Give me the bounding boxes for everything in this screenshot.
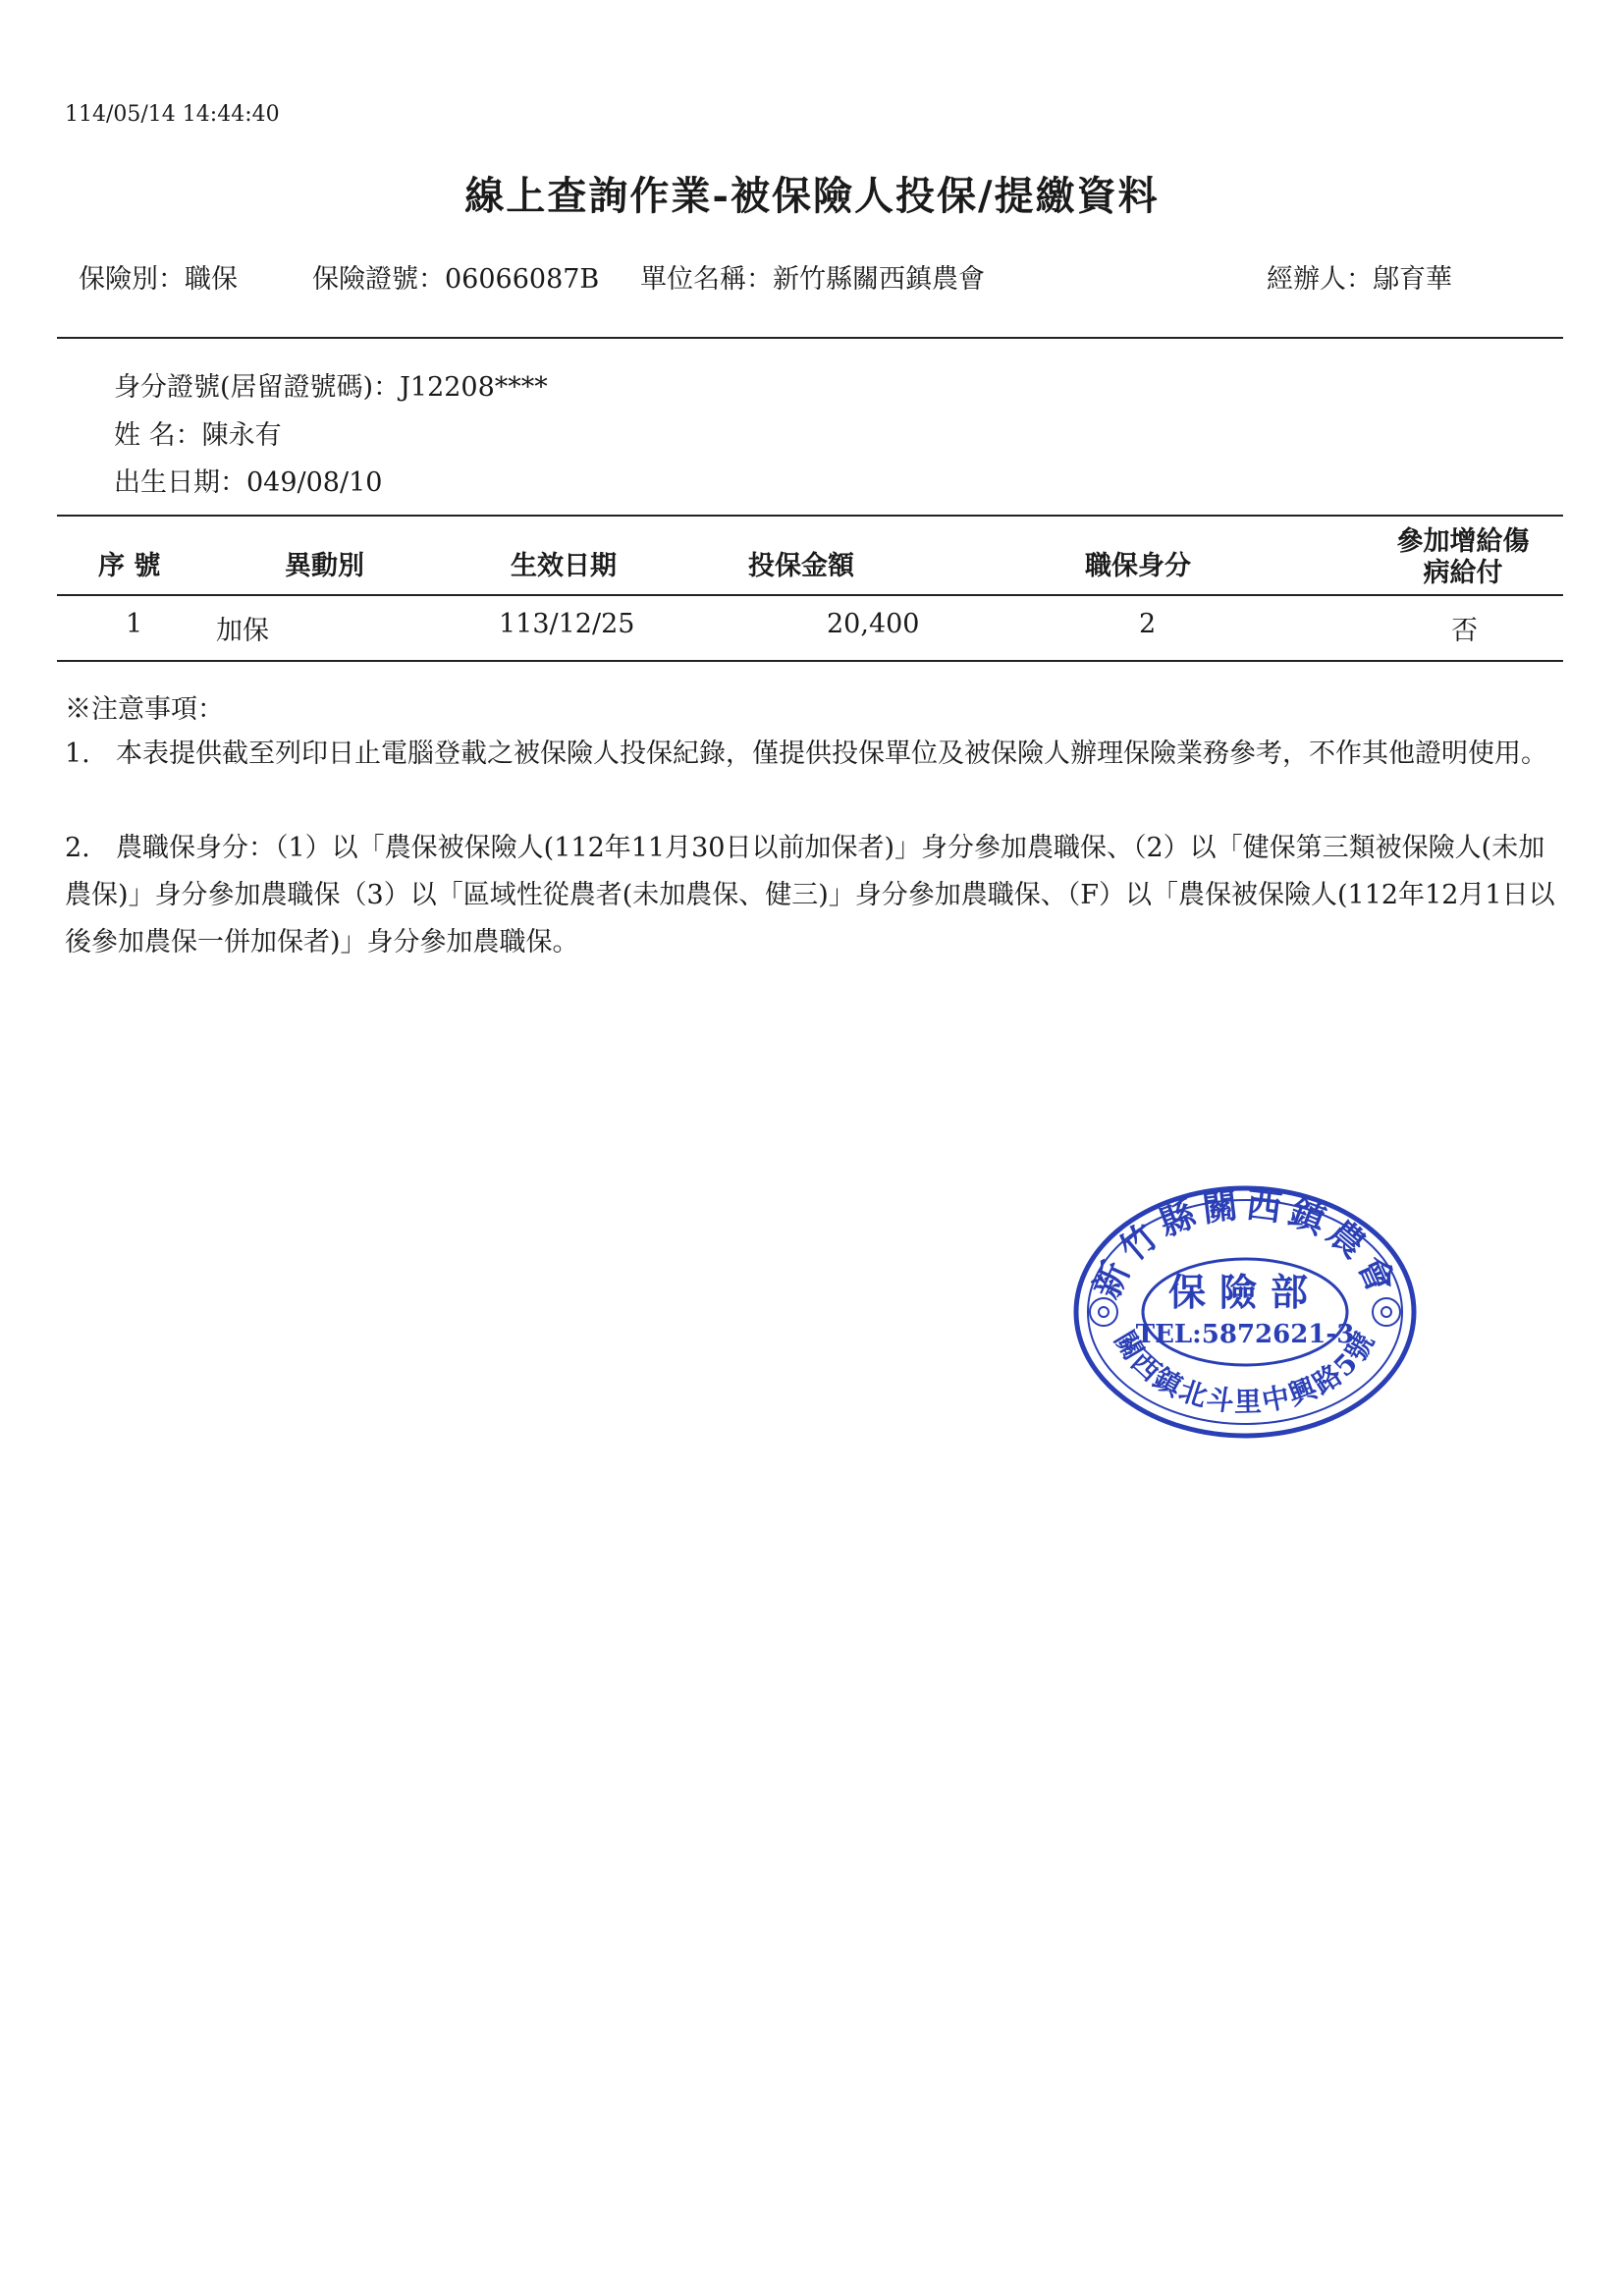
row-extra-sickness-benefit: 否 bbox=[1451, 616, 1478, 646]
divider bbox=[57, 337, 1563, 339]
note-number: 1. bbox=[65, 738, 90, 769]
stamp-top-text: 新竹縣關西鎮農會 bbox=[1085, 1183, 1405, 1305]
table-header-border bbox=[57, 594, 1563, 596]
header-extra-sickness-benefit: 參加增給傷病給付 bbox=[1396, 526, 1530, 588]
insurance-cert-number: 保險證號：06066087B bbox=[312, 264, 600, 295]
official-seal-stamp bbox=[1070, 1183, 1420, 1441]
stamp-bottom-text: 關西鎮北斗里中興路5號 bbox=[1108, 1325, 1382, 1419]
insurance-type: 保險別：職保 bbox=[79, 264, 238, 295]
person-birth-date: 出生日期：049/08/10 bbox=[114, 467, 383, 498]
table-top-border bbox=[57, 515, 1563, 517]
stamp-department: 保險部 bbox=[1167, 1270, 1323, 1314]
note-item-1 bbox=[65, 731, 1567, 778]
row-insured-role: 2 bbox=[1139, 609, 1157, 639]
person-name: 姓 名：陳永有 bbox=[114, 420, 282, 451]
unit-name: 單位名稱：新竹縣關西鎮農會 bbox=[640, 264, 985, 295]
table-bottom-border bbox=[57, 660, 1563, 662]
header-seq: 序 號 bbox=[98, 551, 161, 581]
header-change-type: 異動別 bbox=[285, 551, 364, 581]
note-number: 2. bbox=[65, 833, 90, 863]
row-seq: 1 bbox=[126, 609, 143, 639]
header-insured-role: 職保身分 bbox=[1085, 551, 1191, 581]
note-text: 本表提供截至列印日止電腦登載之被保險人投保紀錄，僅提供投保單位及被保險人辦理保險業務參考，不作其他證明使用。 bbox=[116, 738, 1547, 769]
notes-title: ※注意事項： bbox=[65, 694, 224, 725]
plum-blossom-icon bbox=[1090, 1298, 1117, 1326]
header-effective-date: 生效日期 bbox=[511, 551, 617, 581]
note-text: 農職保身分：（1）以「農保被保險人(112年11月30日以前加保者)」身分參加農職保、（2）以「健保第三類被保險人(未加農保)」身分參加農職保（3）以「區域性從農者(未加農保、健三)」身分參加農職保、（F）以「農保被保險人(112年12月1日以後參加農保一併加保者)」身分參加農職保。 bbox=[65, 833, 1555, 957]
row-insured-amount: 20,400 bbox=[827, 609, 920, 639]
row-effective-date: 113/12/25 bbox=[499, 609, 635, 639]
note-item-2 bbox=[65, 825, 1567, 966]
row-change-type: 加保 bbox=[216, 616, 269, 646]
page-title: 線上查詢作業-被保險人投保/提繳資料 bbox=[464, 173, 1160, 219]
header-insured-amount: 投保金額 bbox=[748, 551, 854, 581]
handler-name: 經辦人：鄔育華 bbox=[1267, 264, 1452, 295]
plum-blossom-icon bbox=[1373, 1298, 1400, 1326]
person-id-number: 身分證號(居留證號碼)：J12208**** bbox=[114, 372, 548, 403]
stamp-telephone: TEL:5872621-3 bbox=[1135, 1320, 1355, 1349]
print-timestamp: 114/05/14 14:44:40 bbox=[65, 102, 280, 127]
